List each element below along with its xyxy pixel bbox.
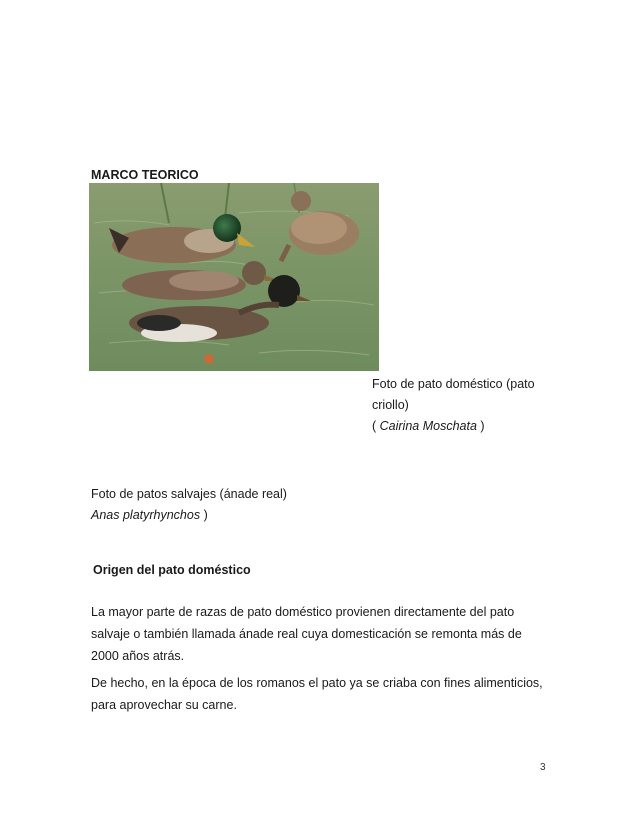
section-title: MARCO TEORICO bbox=[91, 168, 199, 182]
ducks-photo-icon bbox=[89, 183, 379, 371]
caption-left-suffix: ) bbox=[200, 508, 208, 522]
caption-left-scientific-name: Anas platyrhynchos bbox=[91, 508, 201, 522]
caption-right-line1: Foto de pato doméstico (pato bbox=[372, 377, 535, 391]
paragraph2-line1: De hecho, en la época de los romanos el pato ya se criaba con fines alimenticios, bbox=[91, 676, 543, 690]
caption-right-line3 bbox=[372, 416, 572, 437]
paragraph1-line1: La mayor parte de razas de pato doméstico provienen directamente del pato bbox=[91, 605, 515, 619]
caption-right-prefix: ( bbox=[372, 419, 380, 433]
caption-domestic-duck bbox=[372, 374, 572, 437]
caption-right-line2: criollo) bbox=[372, 398, 409, 412]
paragraph-origin bbox=[91, 601, 561, 667]
paragraph1-line2: salvaje o también llamada ánade real cuya domesticación se remonta más de bbox=[91, 627, 522, 641]
subheading: Origen del pato doméstico bbox=[93, 563, 251, 577]
paragraph-romans bbox=[91, 672, 561, 716]
ducks-photo bbox=[89, 183, 379, 371]
paragraph2-line2: para aprovechar su carne. bbox=[91, 698, 237, 712]
paragraph1-line3: 2000 años atrás. bbox=[91, 649, 185, 663]
caption-wild-ducks bbox=[91, 484, 351, 526]
page-number: 3 bbox=[540, 762, 546, 773]
caption-right-scientific-name: Cairina Moschata bbox=[379, 419, 477, 433]
caption-left-line1: Foto de patos salvajes (ánade real) bbox=[91, 487, 287, 501]
caption-left-line2 bbox=[91, 505, 351, 526]
caption-right-suffix: ) bbox=[476, 419, 485, 433]
